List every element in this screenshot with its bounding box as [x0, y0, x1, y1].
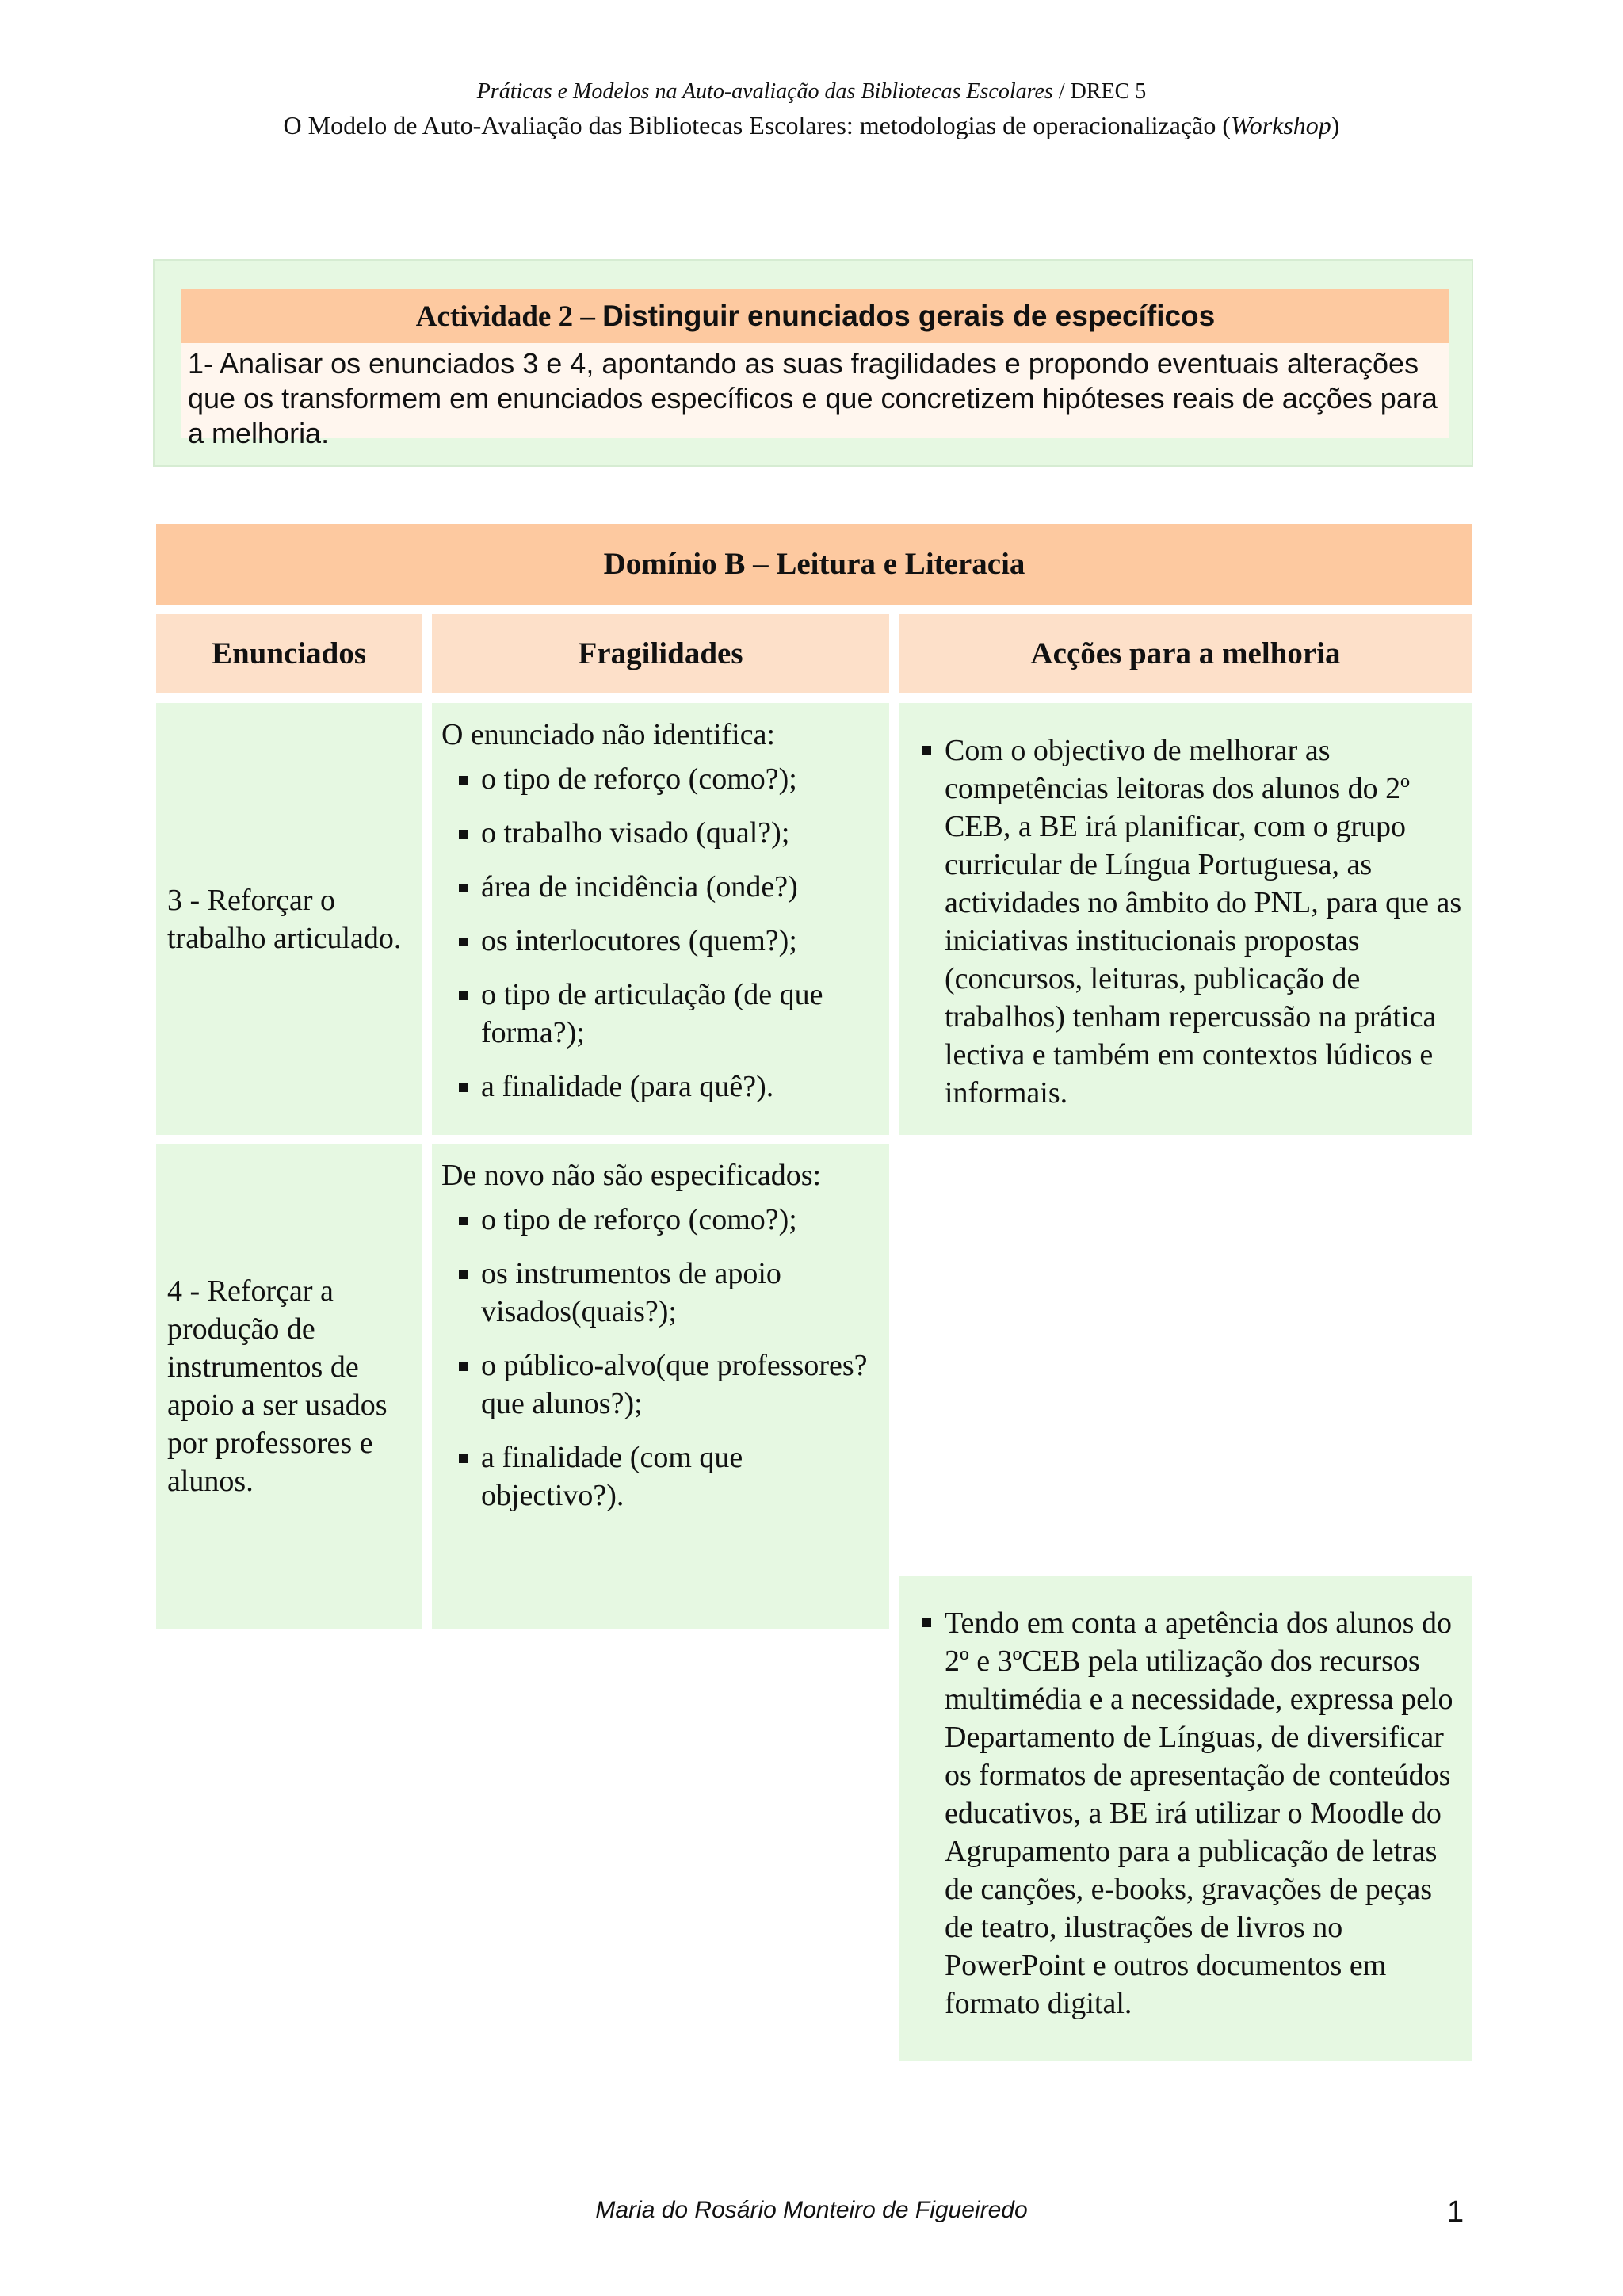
square-bullet-icon: [459, 1083, 468, 1092]
header-line-1: Práticas e Modelos na Auto-avaliação das Bibliotecas Escolares / DREC 5: [476, 79, 1147, 104]
row-1-fragilidades: [432, 703, 889, 1135]
row-1-enunciado: 3 - Reforçar o trabalho articulado.: [156, 703, 422, 1135]
list-item: o tipo de reforço (como?);: [459, 760, 880, 798]
col-header-fragilidades: Fragilidades: [432, 614, 889, 693]
row-2-frag-intro: De novo não são especificados:: [441, 1159, 822, 1192]
footer-author: Maria do Rosário Monteiro de Figueiredo: [595, 2197, 1028, 2223]
list-item: os interlocutores (quem?);: [459, 922, 880, 960]
square-bullet-icon: [459, 1362, 468, 1371]
square-bullet-icon: [922, 1618, 931, 1627]
square-bullet-icon: [459, 884, 468, 892]
page-number: 1: [1447, 2195, 1465, 2229]
row-2-accoes: Tendo em conta a apetência dos alunos do 2º e 3ºCEB pela utilização dos recursos multimédia e a necessidade, expressa pelo Departamento de Línguas, de diversificar os formatos de apresentação de conteúdos educativos, a BE irá utilizar o Moodle do Agrupamento para a publicação de letras de canções, e-books, gravações de peças de teatro, ilustrações de livros no PowerPoint e outros documentos em formato digital.: [899, 1576, 1472, 2061]
row-1-frag-list: [441, 760, 880, 1106]
square-bullet-icon: [459, 830, 468, 839]
col-header-accoes: Acções para a melhoria: [899, 614, 1472, 693]
list-item: o tipo de articulação (de que forma?);: [459, 976, 880, 1052]
row-1-frag-intro: O enunciado não identifica:: [441, 718, 776, 751]
square-bullet-icon: [459, 938, 468, 946]
page-header: [0, 76, 1623, 143]
activity-title: Actividade 2 – Distinguir enunciados gerais de específicos: [181, 289, 1449, 343]
list-item: os instrumentos de apoio visados(quais?);: [459, 1255, 880, 1331]
list-item: a finalidade (com que objectivo?).: [459, 1438, 880, 1515]
list-item: a finalidade (para quê?).: [459, 1068, 880, 1106]
col-header-enunciados: Enunciados: [156, 614, 422, 693]
list-item: o tipo de reforço (como?);: [459, 1201, 880, 1239]
header-line-2: O Modelo de Auto-Avaliação das Bibliotecas Escolares: metodologias de operacionalização (Workshop): [283, 111, 1340, 139]
square-bullet-icon: [459, 1454, 468, 1463]
square-bullet-icon: [459, 1270, 468, 1279]
square-bullet-icon: [459, 776, 468, 785]
list-item: o público-alvo(que professores? que alunos?);: [459, 1347, 880, 1423]
square-bullet-icon: [459, 991, 468, 1000]
square-bullet-icon: [922, 746, 931, 755]
row-2-fragilidades: [432, 1144, 889, 1629]
row-1-accoes: Com o objectivo de melhorar as competências leitoras dos alunos do 2º CEB, a BE irá planificar, com o grupo curricular de Língua Portuguesa, as actividades no âmbito do PNL, para que as iniciativas institucionais propostas (concursos, leituras, publicação de trabalhos) tenham repercussão na prática lectiva e também em contextos lúdicos e informais.: [899, 703, 1472, 1135]
activity-box: [153, 259, 1473, 467]
row-2-enunciado: 4 - Reforçar a produção de instrumentos de apoio a ser usados por professores e alunos.: [156, 1144, 422, 1629]
list-item: o trabalho visado (qual?);: [459, 814, 880, 852]
domain-title: Domínio B – Leitura e Literacia: [156, 524, 1472, 605]
list-item: área de incidência (onde?): [459, 868, 880, 906]
square-bullet-icon: [459, 1217, 468, 1225]
activity-instruction: 1- Analisar os enunciados 3 e 4, apontando as suas fragilidades e propondo eventuais alterações que os transformem em enunciados específicos e que concretizem hipóteses reais de acções para a melhoria.: [181, 343, 1449, 438]
row-2-frag-list: [441, 1201, 880, 1515]
